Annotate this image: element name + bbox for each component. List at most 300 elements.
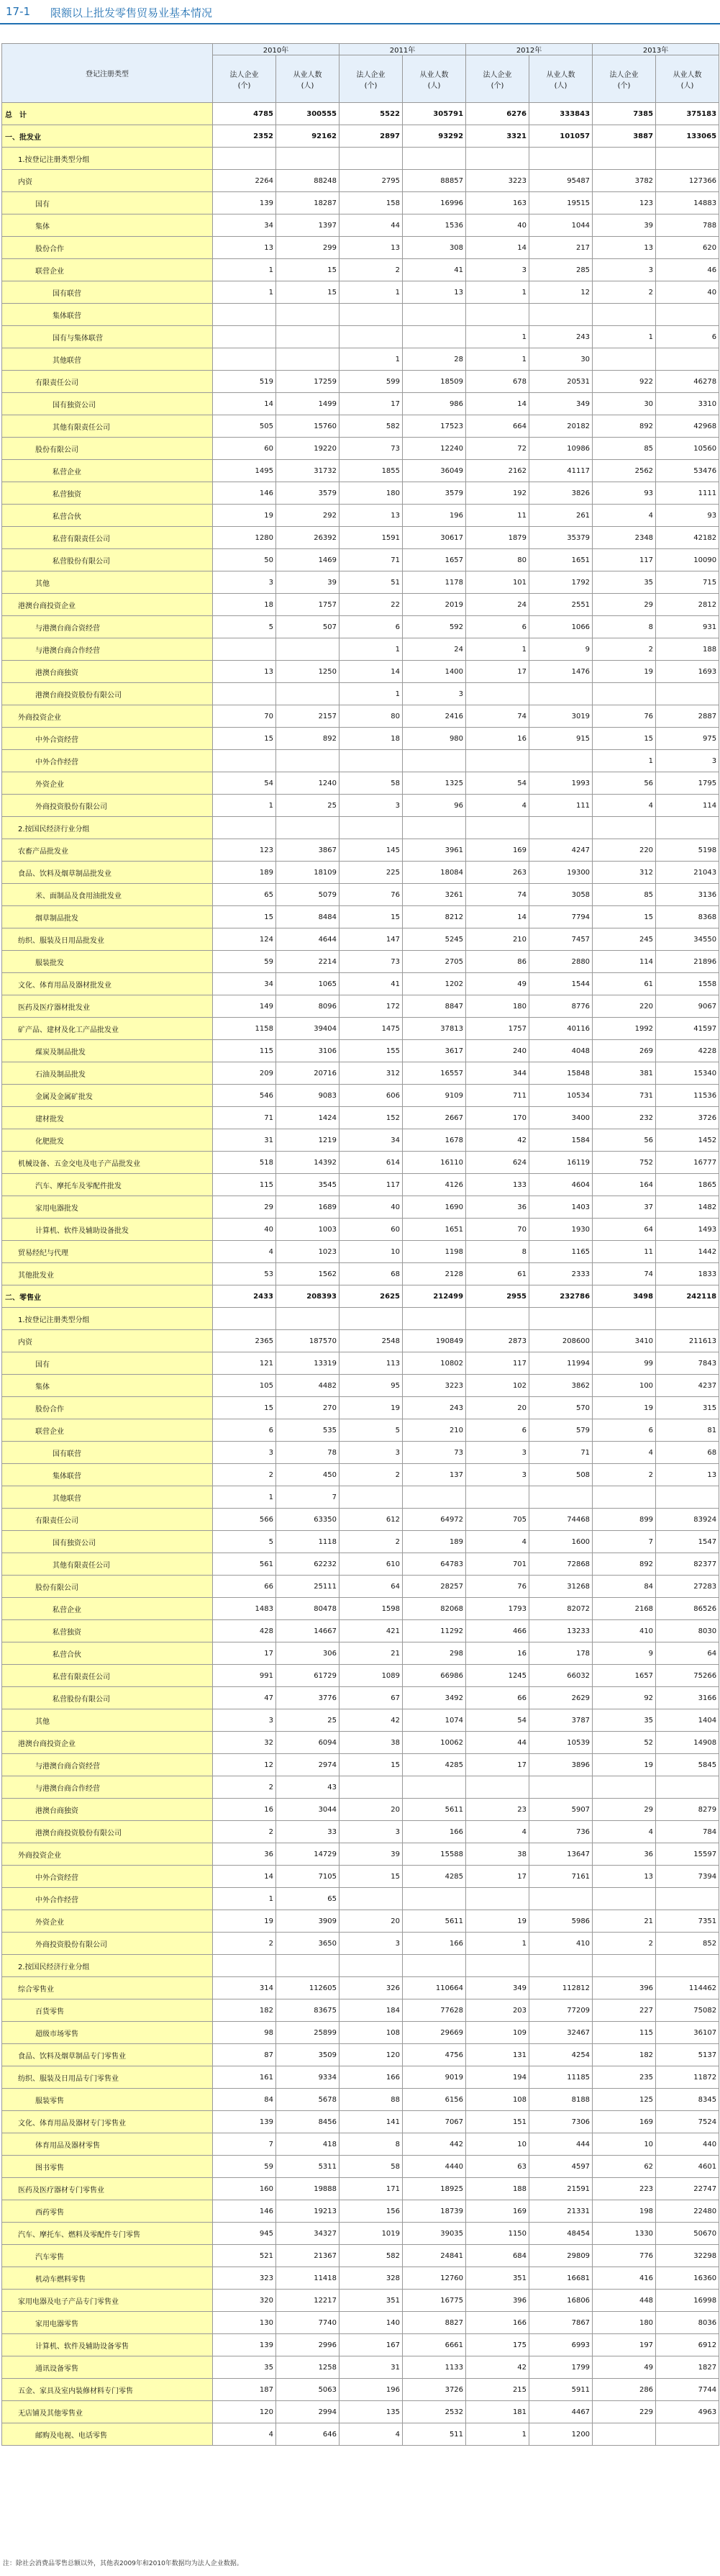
row-label: 综合零售业 xyxy=(2,1977,213,1999)
enterprise-count-cell: 349 xyxy=(466,1977,529,1999)
row-label: 农畜产品批发业 xyxy=(2,839,213,862)
enterprise-count-cell: 11 xyxy=(593,1241,656,1263)
row-label: 文化、体育用品及器材专门零售业 xyxy=(2,2111,213,2133)
enterprise-count-cell: 14 xyxy=(466,906,529,928)
enterprise-count-cell: 163 xyxy=(466,192,529,214)
enterprise-count-cell: 95 xyxy=(340,1375,403,1397)
enterprise-count-cell: 899 xyxy=(593,1509,656,1531)
enterprise-count-header: 法人企业 (个) xyxy=(466,55,529,103)
employee-count-cell xyxy=(403,1955,466,1977)
enterprise-count-cell: 145 xyxy=(340,839,403,862)
employee-count-cell: 17523 xyxy=(403,415,466,438)
row-label: 有限责任公司 xyxy=(2,1509,213,1531)
enterprise-count-cell: 139 xyxy=(213,2334,276,2356)
employee-count-cell: 2667 xyxy=(403,1107,466,1129)
title-bar xyxy=(0,0,720,24)
employee-count-cell xyxy=(529,1486,593,1509)
employee-count-cell: 95487 xyxy=(529,170,593,192)
enterprise-count-cell xyxy=(593,148,656,170)
employee-count-cell: 3909 xyxy=(276,1910,340,1933)
employee-count-cell: 2887 xyxy=(656,705,719,728)
table-row xyxy=(2,1196,719,1219)
enterprise-count-cell xyxy=(340,750,403,772)
enterprise-count-cell xyxy=(593,817,656,839)
employee-count-cell: 1651 xyxy=(529,549,593,571)
enterprise-count-cell: 15 xyxy=(213,1397,276,1419)
employee-count-cell: 1111 xyxy=(656,482,719,505)
employee-count-cell xyxy=(656,683,719,705)
enterprise-count-cell: 1 xyxy=(593,750,656,772)
enterprise-count-cell: 115 xyxy=(593,2022,656,2044)
employee-count-cell: 8368 xyxy=(656,906,719,928)
employee-count-cell: 8484 xyxy=(276,906,340,928)
row-label: 食品、饮料及烟草制品专门零售业 xyxy=(2,2044,213,2066)
table-row xyxy=(2,2200,719,2223)
employee-count-cell: 646 xyxy=(276,2423,340,2446)
enterprise-count-cell xyxy=(340,1955,403,1977)
employee-count-cell: 65 xyxy=(276,1888,340,1910)
employee-count-cell: 10802 xyxy=(403,1352,466,1375)
row-label: 私营有限责任公司 xyxy=(2,1665,213,1687)
employee-count-cell: 3310 xyxy=(656,393,719,415)
employee-count-cell: 40116 xyxy=(529,1018,593,1040)
enterprise-count-cell xyxy=(213,304,276,326)
enterprise-count-cell: 158 xyxy=(340,192,403,214)
enterprise-count-cell: 189 xyxy=(213,862,276,884)
enterprise-count-cell: 124 xyxy=(213,928,276,951)
row-label: 国有联营 xyxy=(2,281,213,304)
enterprise-count-cell: 53 xyxy=(213,1263,276,1285)
employee-count-cell: 62232 xyxy=(276,1553,340,1576)
enterprise-count-cell: 123 xyxy=(593,192,656,214)
employee-count-cell: 2551 xyxy=(529,594,593,616)
employee-count-cell: 21331 xyxy=(529,2200,593,2223)
enterprise-count-cell: 37 xyxy=(593,1196,656,1219)
enterprise-count-cell: 58 xyxy=(340,772,403,795)
employee-count-cell: 1200 xyxy=(529,2423,593,2446)
employee-count-cell: 5198 xyxy=(656,839,719,862)
row-label: 汽车、摩托车及零配件批发 xyxy=(2,1174,213,1196)
employee-count-cell: 1499 xyxy=(276,393,340,415)
employee-count-cell: 306 xyxy=(276,1642,340,1665)
employee-count-cell: 178 xyxy=(529,1642,593,1665)
enterprise-count-cell: 519 xyxy=(213,371,276,393)
employee-count-cell: 2416 xyxy=(403,705,466,728)
row-label: 外资企业 xyxy=(2,1910,213,1933)
employee-count-cell: 2019 xyxy=(403,594,466,616)
enterprise-count-cell: 323 xyxy=(213,2267,276,2290)
enterprise-count-cell: 6 xyxy=(466,1419,529,1442)
table-row xyxy=(2,795,719,817)
table-row xyxy=(2,2379,719,2401)
row-label: 外商投资企业 xyxy=(2,705,213,728)
footnote: 注：除社会消费品零售总额以外，其他表2009年和2010年数据均为法人企业数据。 xyxy=(3,2560,243,2567)
employee-count-header: 从业人数 (人) xyxy=(276,55,340,103)
employee-count-cell: 77209 xyxy=(529,1999,593,2022)
enterprise-count-cell: 14 xyxy=(340,661,403,683)
employee-count-cell: 4048 xyxy=(529,1040,593,1062)
enterprise-count-cell: 19 xyxy=(340,1397,403,1419)
table-row xyxy=(2,1933,719,1955)
row-label: 私营合伙 xyxy=(2,1642,213,1665)
table-row xyxy=(2,1285,719,1308)
enterprise-count-cell: 139 xyxy=(213,192,276,214)
row-label: 二、零售业 xyxy=(2,1285,213,1308)
employee-count-cell: 7524 xyxy=(656,2111,719,2133)
enterprise-count-cell: 599 xyxy=(340,371,403,393)
employee-count-cell: 1202 xyxy=(403,973,466,995)
enterprise-count-cell: 3 xyxy=(593,259,656,281)
employee-count-cell: 4467 xyxy=(529,2401,593,2423)
employee-count-cell: 7740 xyxy=(276,2312,340,2334)
enterprise-count-cell: 19 xyxy=(593,661,656,683)
enterprise-count-cell xyxy=(340,304,403,326)
table-row xyxy=(2,973,719,995)
enterprise-count-cell: 1657 xyxy=(593,1665,656,1687)
employee-count-cell: 19300 xyxy=(529,862,593,884)
table-row xyxy=(2,2290,719,2312)
employee-count-cell: 511 xyxy=(403,2423,466,2446)
employee-count-cell: 6 xyxy=(656,326,719,348)
row-label: 私营有限责任公司 xyxy=(2,527,213,549)
enterprise-count-cell: 3 xyxy=(340,795,403,817)
employee-count-cell: 1827 xyxy=(656,2356,719,2379)
employee-count-cell: 3 xyxy=(656,750,719,772)
table-row xyxy=(2,1397,719,1419)
enterprise-count-header: 法人企业 (个) xyxy=(213,55,276,103)
table-row xyxy=(2,1754,719,1776)
table-row xyxy=(2,1776,719,1799)
employee-count-cell: 19888 xyxy=(276,2178,340,2200)
table-row xyxy=(2,527,719,549)
enterprise-count-cell: 34 xyxy=(213,214,276,237)
employee-count-cell: 77628 xyxy=(403,1999,466,2022)
employee-count-cell: 5907 xyxy=(529,1799,593,1821)
table-row xyxy=(2,192,719,214)
enterprise-count-cell: 582 xyxy=(340,2245,403,2267)
employee-count-cell: 4440 xyxy=(403,2156,466,2178)
enterprise-count-cell: 892 xyxy=(593,1553,656,1576)
employee-count-cell: 16557 xyxy=(403,1062,466,1085)
employee-count-cell: 1403 xyxy=(529,1196,593,1219)
employee-count-cell: 285 xyxy=(529,259,593,281)
enterprise-count-cell: 312 xyxy=(340,1062,403,1085)
employee-count-cell: 26392 xyxy=(276,527,340,549)
employee-count-cell: 211613 xyxy=(656,1330,719,1352)
employee-count-cell: 16119 xyxy=(529,1152,593,1174)
employee-count-cell: 1544 xyxy=(529,973,593,995)
enterprise-count-cell: 32 xyxy=(213,1732,276,1754)
enterprise-count-cell: 215 xyxy=(466,2379,529,2401)
employee-count-cell: 8345 xyxy=(656,2089,719,2111)
enterprise-count-cell xyxy=(340,148,403,170)
employee-count-cell: 18925 xyxy=(403,2178,466,2200)
enterprise-count-cell: 2 xyxy=(340,259,403,281)
employee-count-cell: 22480 xyxy=(656,2200,719,2223)
employee-count-cell: 3862 xyxy=(529,1375,593,1397)
employee-count-cell: 1558 xyxy=(656,973,719,995)
employee-count-cell: 4644 xyxy=(276,928,340,951)
employee-count-cell: 11418 xyxy=(276,2267,340,2290)
enterprise-count-cell: 65 xyxy=(213,884,276,906)
enterprise-count-cell xyxy=(593,1955,656,1977)
employee-count-cell: 444 xyxy=(529,2133,593,2156)
employee-count-cell: 13233 xyxy=(529,1620,593,1642)
employee-count-cell: 5611 xyxy=(403,1799,466,1821)
row-label: 食品、饮料及烟草制品批发业 xyxy=(2,862,213,884)
enterprise-count-cell: 139 xyxy=(213,2111,276,2133)
enterprise-count-cell: 15 xyxy=(340,906,403,928)
enterprise-count-cell xyxy=(340,1776,403,1799)
employee-count-cell: 101057 xyxy=(529,125,593,148)
enterprise-count-cell: 59 xyxy=(213,2156,276,2178)
employee-count-cell: 16681 xyxy=(529,2267,593,2290)
enterprise-count-cell: 7385 xyxy=(593,103,656,125)
enterprise-count-cell: 187 xyxy=(213,2379,276,2401)
enterprise-count-cell: 428 xyxy=(213,1620,276,1642)
employee-count-cell: 507 xyxy=(276,616,340,638)
employee-count-cell: 10534 xyxy=(529,1085,593,1107)
enterprise-count-cell: 11 xyxy=(466,505,529,527)
row-label: 中外合资经营 xyxy=(2,728,213,750)
employee-count-cell: 1250 xyxy=(276,661,340,683)
employee-count-cell: 535 xyxy=(276,1419,340,1442)
enterprise-count-cell: 70 xyxy=(466,1219,529,1241)
enterprise-count-cell: 2162 xyxy=(466,460,529,482)
enterprise-count-cell: 54 xyxy=(466,772,529,795)
employee-count-cell: 16996 xyxy=(403,192,466,214)
employee-count-cell: 82072 xyxy=(529,1598,593,1620)
employee-count-cell: 1482 xyxy=(656,1196,719,1219)
enterprise-count-cell xyxy=(593,1308,656,1330)
enterprise-count-cell: 73 xyxy=(340,951,403,973)
employee-count-cell: 22747 xyxy=(656,2178,719,2200)
employee-count-cell: 4285 xyxy=(403,1866,466,1888)
enterprise-count-cell: 582 xyxy=(340,415,403,438)
employee-count-cell xyxy=(529,750,593,772)
employee-count-cell xyxy=(529,1888,593,1910)
employee-count-cell xyxy=(656,2423,719,2446)
employee-count-cell: 375183 xyxy=(656,103,719,125)
enterprise-count-cell: 44 xyxy=(466,1732,529,1754)
employee-count-cell: 12217 xyxy=(276,2290,340,2312)
row-label: 家用电器批发 xyxy=(2,1196,213,1219)
enterprise-count-cell xyxy=(340,1308,403,1330)
employee-count-cell: 1792 xyxy=(529,571,593,594)
enterprise-count-cell: 54 xyxy=(466,1709,529,1732)
row-label: 国有 xyxy=(2,1352,213,1375)
enterprise-count-cell: 4 xyxy=(466,795,529,817)
enterprise-count-cell: 66 xyxy=(213,1576,276,1598)
enterprise-count-cell: 98 xyxy=(213,2022,276,2044)
employee-count-cell: 18109 xyxy=(276,862,340,884)
employee-count-cell: 48454 xyxy=(529,2223,593,2245)
employee-count-cell: 3826 xyxy=(529,482,593,505)
enterprise-count-cell: 80 xyxy=(340,705,403,728)
enterprise-count-cell: 16 xyxy=(466,1642,529,1665)
employee-count-cell: 5986 xyxy=(529,1910,593,1933)
table-row xyxy=(2,817,719,839)
employee-count-cell xyxy=(276,1955,340,1977)
employee-count-cell: 10062 xyxy=(403,1732,466,1754)
employee-count-cell xyxy=(656,304,719,326)
employee-count-cell: 3896 xyxy=(529,1754,593,1776)
employee-count-cell: 2532 xyxy=(403,2401,466,2423)
enterprise-count-cell xyxy=(213,683,276,705)
enterprise-count-cell: 13 xyxy=(340,505,403,527)
employee-count-cell: 5137 xyxy=(656,2044,719,2066)
enterprise-count-cell: 38 xyxy=(466,1843,529,1866)
employee-count-cell: 736 xyxy=(529,1821,593,1843)
enterprise-count-cell: 776 xyxy=(593,2245,656,2267)
enterprise-count-cell: 49 xyxy=(466,973,529,995)
employee-count-cell: 1044 xyxy=(529,214,593,237)
enterprise-count-cell: 160 xyxy=(213,2178,276,2200)
employee-count-cell: 1198 xyxy=(403,1241,466,1263)
enterprise-count-cell: 102 xyxy=(466,1375,529,1397)
enterprise-count-cell: 2 xyxy=(340,1464,403,1486)
employee-count-cell xyxy=(403,1308,466,1330)
enterprise-count-cell: 2168 xyxy=(593,1598,656,1620)
enterprise-count-cell: 1 xyxy=(466,2423,529,2446)
employee-count-cell: 39404 xyxy=(276,1018,340,1040)
employee-count-cell: 83675 xyxy=(276,1999,340,2022)
enterprise-count-cell: 149 xyxy=(213,995,276,1018)
table-row xyxy=(2,2334,719,2356)
enterprise-count-cell: 38 xyxy=(340,1732,403,1754)
enterprise-count-cell xyxy=(466,1955,529,1977)
enterprise-count-cell: 120 xyxy=(213,2401,276,2423)
enterprise-count-cell: 2433 xyxy=(213,1285,276,1308)
enterprise-count-cell: 2 xyxy=(593,638,656,661)
enterprise-count-cell: 17 xyxy=(466,661,529,683)
employee-count-cell: 333843 xyxy=(529,103,593,125)
row-label: 股份有限公司 xyxy=(2,1576,213,1598)
employee-count-cell: 1690 xyxy=(403,1196,466,1219)
enterprise-count-cell: 35 xyxy=(593,571,656,594)
employee-count-cell: 440 xyxy=(656,2133,719,2156)
employee-count-cell: 196 xyxy=(403,505,466,527)
table-row xyxy=(2,1464,719,1486)
table-row xyxy=(2,2044,719,2066)
employee-count-cell: 1865 xyxy=(656,1174,719,1196)
employee-count-cell: 2880 xyxy=(529,951,593,973)
enterprise-count-cell xyxy=(340,326,403,348)
row-label: 中外合资经营 xyxy=(2,1866,213,1888)
enterprise-count-cell: 182 xyxy=(213,1999,276,2022)
enterprise-count-cell xyxy=(466,1888,529,1910)
table-row xyxy=(2,1352,719,1375)
employee-count-cell: 10560 xyxy=(656,438,719,460)
employee-count-cell: 5678 xyxy=(276,2089,340,2111)
employee-count-cell: 1993 xyxy=(529,772,593,795)
row-label: 港澳台商投资股份有限公司 xyxy=(2,683,213,705)
enterprise-count-cell: 2352 xyxy=(213,125,276,148)
employee-count-cell xyxy=(656,1308,719,1330)
table-row xyxy=(2,1241,719,1263)
employee-count-cell: 83924 xyxy=(656,1509,719,1531)
enterprise-count-cell xyxy=(213,638,276,661)
employee-count-cell: 82068 xyxy=(403,1598,466,1620)
employee-count-cell: 7351 xyxy=(656,1910,719,1933)
enterprise-count-cell: 73 xyxy=(340,438,403,460)
employee-count-cell: 8456 xyxy=(276,2111,340,2133)
enterprise-count-cell: 74 xyxy=(593,1263,656,1285)
table-row xyxy=(2,1107,719,1129)
enterprise-count-cell: 229 xyxy=(593,2401,656,2423)
enterprise-count-cell: 188 xyxy=(466,2178,529,2200)
employee-count-cell: 53476 xyxy=(656,460,719,482)
employee-count-cell xyxy=(403,1486,466,1509)
enterprise-count-cell: 6 xyxy=(466,616,529,638)
enterprise-count-cell: 197 xyxy=(593,2334,656,2356)
enterprise-count-cell: 6 xyxy=(340,616,403,638)
enterprise-count-cell: 312 xyxy=(593,862,656,884)
table-row xyxy=(2,1866,719,1888)
enterprise-count-cell xyxy=(213,148,276,170)
employee-count-cell: 4126 xyxy=(403,1174,466,1196)
enterprise-count-cell: 39 xyxy=(340,1843,403,1866)
table-row xyxy=(2,1263,719,1285)
table-row xyxy=(2,2245,719,2267)
enterprise-count-cell: 2562 xyxy=(593,460,656,482)
employee-count-cell: 3400 xyxy=(529,1107,593,1129)
table-row xyxy=(2,750,719,772)
employee-count-cell: 4604 xyxy=(529,1174,593,1196)
table-row xyxy=(2,125,719,148)
employee-count-cell: 32298 xyxy=(656,2245,719,2267)
employee-count-cell: 1003 xyxy=(276,1219,340,1241)
enterprise-count-cell xyxy=(466,1308,529,1330)
enterprise-count-cell: 87 xyxy=(213,2044,276,2066)
employee-count-cell: 34550 xyxy=(656,928,719,951)
employee-count-cell: 11185 xyxy=(529,2066,593,2089)
employee-count-cell: 28257 xyxy=(403,1576,466,1598)
row-label: 联营企业 xyxy=(2,259,213,281)
employee-count-cell: 96 xyxy=(403,795,466,817)
enterprise-count-cell: 2 xyxy=(213,1776,276,1799)
employee-count-cell: 4285 xyxy=(403,1754,466,1776)
employee-count-cell: 2214 xyxy=(276,951,340,973)
employee-count-cell: 292 xyxy=(276,505,340,527)
enterprise-count-cell: 6 xyxy=(593,1419,656,1442)
employee-count-cell: 41 xyxy=(403,259,466,281)
row-label: 体育用品及器材零售 xyxy=(2,2133,213,2156)
year-header: 2011年 xyxy=(340,44,466,55)
employee-count-cell: 3044 xyxy=(276,1799,340,1821)
employee-count-cell xyxy=(276,348,340,371)
employee-count-cell xyxy=(276,1308,340,1330)
enterprise-count-cell: 71 xyxy=(340,549,403,571)
employee-count-cell: 12 xyxy=(529,281,593,304)
enterprise-count-cell: 181 xyxy=(466,2401,529,2423)
employee-count-cell: 166 xyxy=(403,1821,466,1843)
employee-count-cell: 3136 xyxy=(656,884,719,906)
row-label: 国有与集体联营 xyxy=(2,326,213,348)
enterprise-count-cell: 12 xyxy=(213,1754,276,1776)
row-label: 中外合作经营 xyxy=(2,1888,213,1910)
enterprise-count-cell: 88 xyxy=(340,2089,403,2111)
table-row xyxy=(2,482,719,505)
enterprise-count-cell: 15 xyxy=(340,1754,403,1776)
row-label: 国有联营 xyxy=(2,1442,213,1464)
row-label: 与港澳台商合资经营 xyxy=(2,1754,213,1776)
table-row xyxy=(2,862,719,884)
row-label: 金属及金属矿批发 xyxy=(2,1085,213,1107)
enterprise-count-cell: 169 xyxy=(593,2111,656,2133)
employee-count-cell: 31268 xyxy=(529,1576,593,1598)
employee-count-cell xyxy=(656,1486,719,1509)
